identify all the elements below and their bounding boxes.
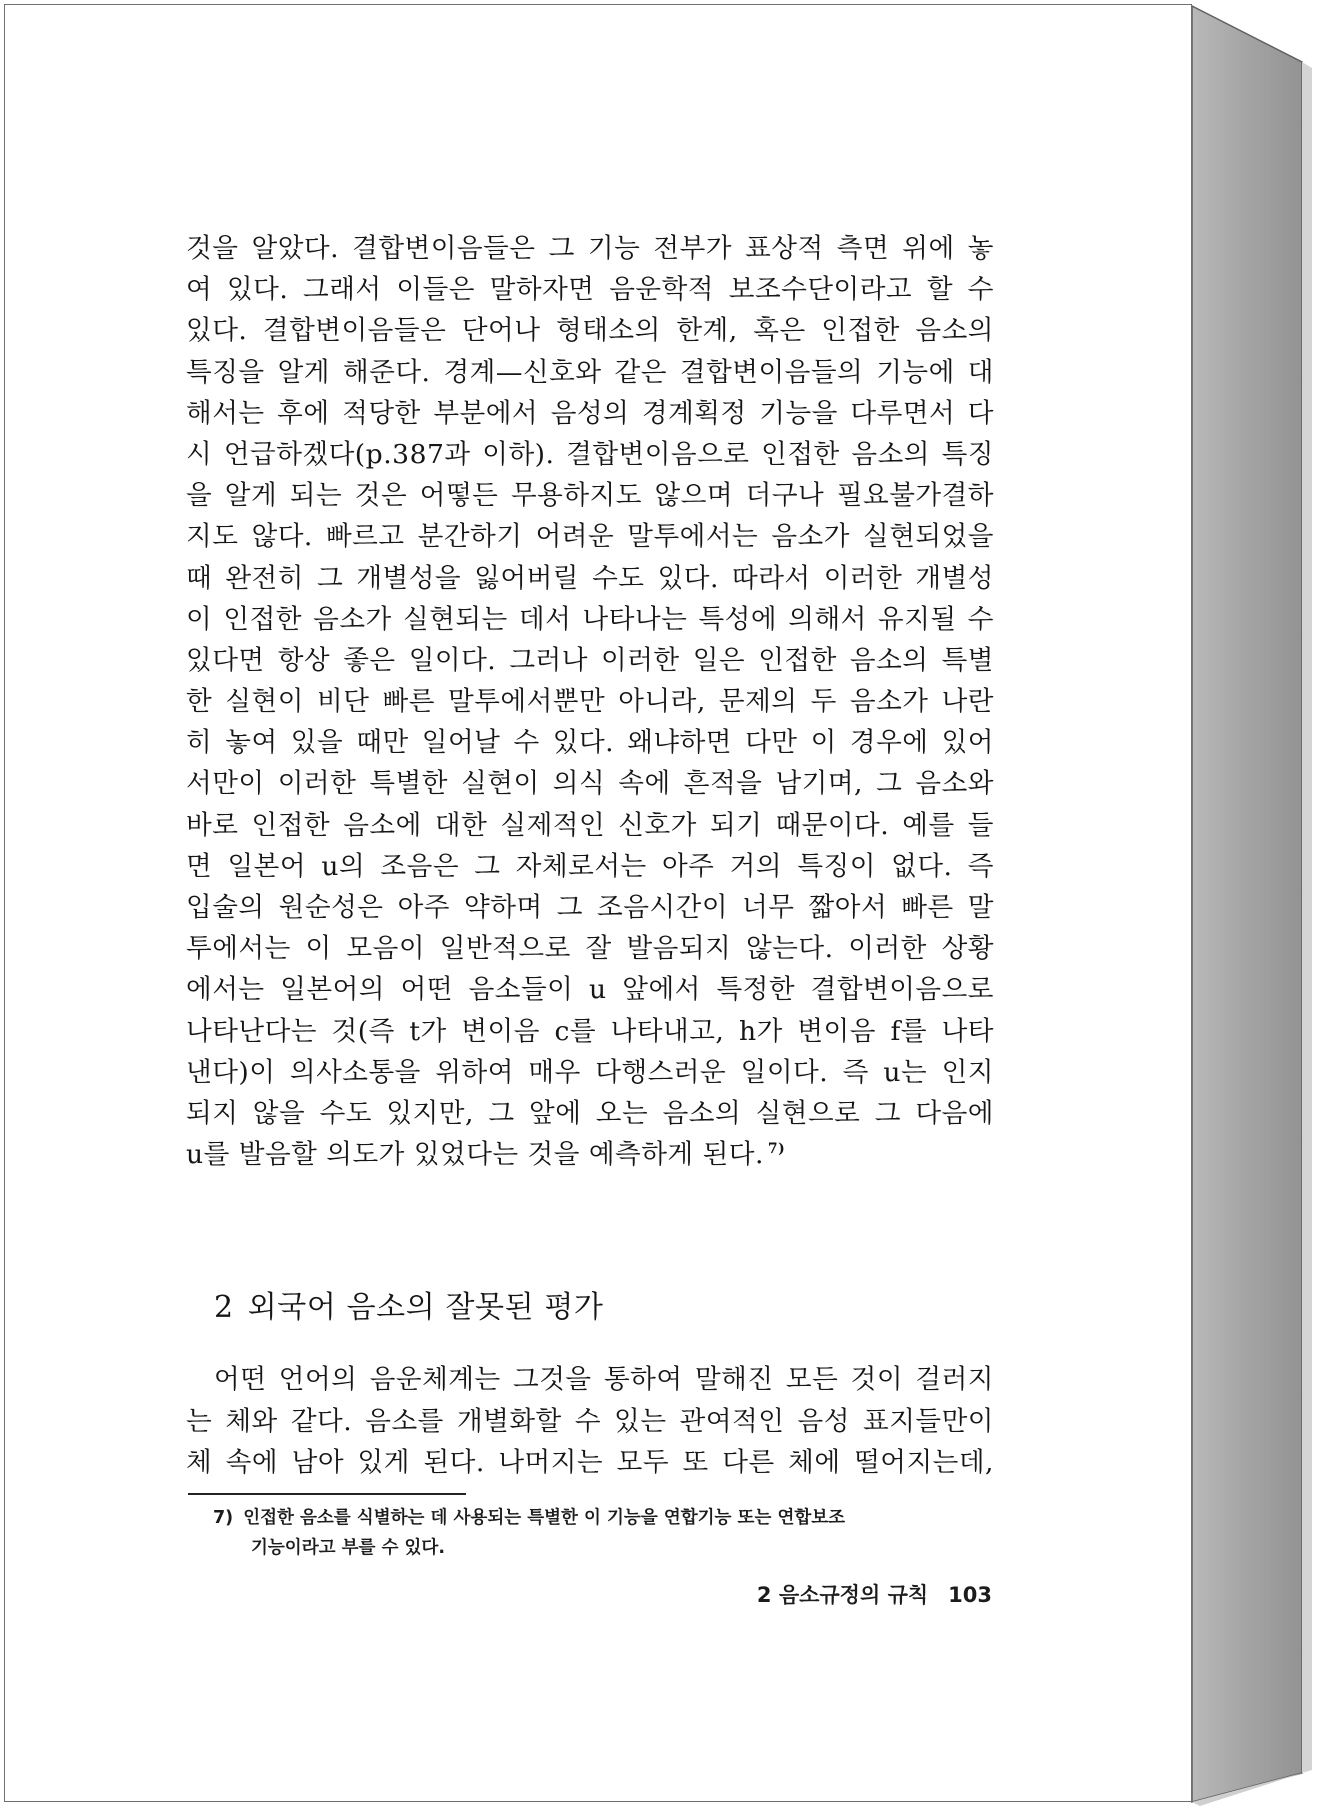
section-heading [214,1288,603,1328]
footnote-line-continued: 기능이라고 부를 수 있다. [251,1538,445,1558]
text-line: 이 인접한 음소가 실현되는 데서 나타나는 특성에 의해서 유지될 수 [186,603,994,635]
text-line: 시 언급하겠다(p.387과 이하). 결합변이음으로 인접한 음소의 특징 [186,438,994,470]
text-line: 있다면 항상 좋은 일이다. 그러나 이러한 일은 인접한 음소의 특별 [186,644,994,676]
text-line: 나타난다는 것(즉 t가 변이음 c를 나타내고, h가 변이음 f를 나타 [186,1015,994,1047]
text-line: 되지 않을 수도 있지만, 그 앞에 오는 음소의 실현으로 그 다음에 [186,1097,994,1129]
text-line: 입술의 원순성은 아주 약하며 그 조음시간이 너무 짧아서 빠른 말 [186,892,994,923]
footnote-label: 7) [213,1508,234,1528]
footnote-text: 인접한 음소를 식별하는 데 사용되는 특별한 이 기능을 연합기능 또는 연합보조 [243,1508,846,1528]
text-line: 체 속에 남아 있게 된다. 나머지는 모두 또 다른 체에 떨어지는데, [186,1447,994,1478]
footnote-divider [188,1493,466,1495]
text-line: 히 놓여 있을 때만 일어날 수 있다. 왜냐하면 다만 이 경우에 있어 [186,727,994,759]
text-line: 바로 인접한 음소에 대한 실제적인 신호가 되기 때문이다. 예를 들 [186,809,994,841]
text-line: 서만이 이러한 특별한 실현이 의식 속에 흔적을 남기며, 그 음소와 [186,768,994,800]
running-title: 2 음소규정의 규칙 [756,1583,929,1607]
text-line: 투에서는 이 모음이 일반적으로 잘 발음되지 않는다. 이러한 상황 [186,933,994,965]
text-line: 여 있다. 그래서 이들은 말하자면 음운학적 보조수단이라고 할 수 [186,274,994,306]
text-line: 에서는 일본어의 어떤 음소들이 u 앞에서 특정한 결합변이음으로 [186,974,994,1006]
text-line: 특징을 알게 해준다. 경계—신호와 같은 결합변이음들의 기능에 대 [186,356,994,388]
footnote-7 [213,1503,995,1563]
page-number: 103 [948,1583,992,1607]
text-line: 있다. 결합변이음들은 단어나 형태소의 한계, 혹은 인접한 음소의 [186,315,994,347]
text-line: 해서는 후에 적당한 부분에서 음성의 경계획정 기능을 다루면서 다 [186,397,994,429]
text-line: 을 알게 되는 것은 어떻든 무용하지도 않으며 더구나 필요불가결하 [186,480,994,512]
text-line: 것을 알았다. 결합변이음들은 그 기능 전부가 표상적 측면 위에 놓 [186,233,994,264]
text-line: 어떤 언어의 음운체계는 그것을 통하여 말해진 모든 것이 걸러지 [214,1364,994,1395]
section-title: 외국어 음소의 잘못된 평가 [247,1290,604,1325]
text-line-last [186,1134,994,1175]
running-footer [700,1580,992,1610]
text-line: 지도 않다. 빠르고 분간하기 어려운 말투에서는 음소가 실현되었을 [186,521,994,553]
text-line-content: u를 발음할 의도가 있었다는 것을 예측하게 된다. [186,1139,764,1171]
paragraph-2 [186,1359,994,1484]
text-line: 는 체와 같다. 음소를 개별화할 수 있는 관여적인 음성 표지들만이 [186,1405,994,1437]
paragraph-1 [186,228,994,1175]
text-line: 낸다)이 의사소통을 위하여 매우 다행스러운 일이다. 즉 u는 인지 [186,1056,994,1088]
text-line: 때 완전히 그 개별성을 잃어버릴 수도 있다. 따라서 이러한 개별성 [186,562,994,594]
text-line: 한 실현이 비단 빠른 말투에서뿐만 아니라, 문제의 두 음소가 나란 [186,686,994,718]
section-number: 2 [214,1290,234,1325]
text-line: 면 일본어 u의 조음은 그 자체로서는 아주 거의 특징이 없다. 즉 [186,850,994,882]
footnote-line [213,1503,995,1533]
footnote-reference[interactable]: 7) [767,1141,786,1158]
